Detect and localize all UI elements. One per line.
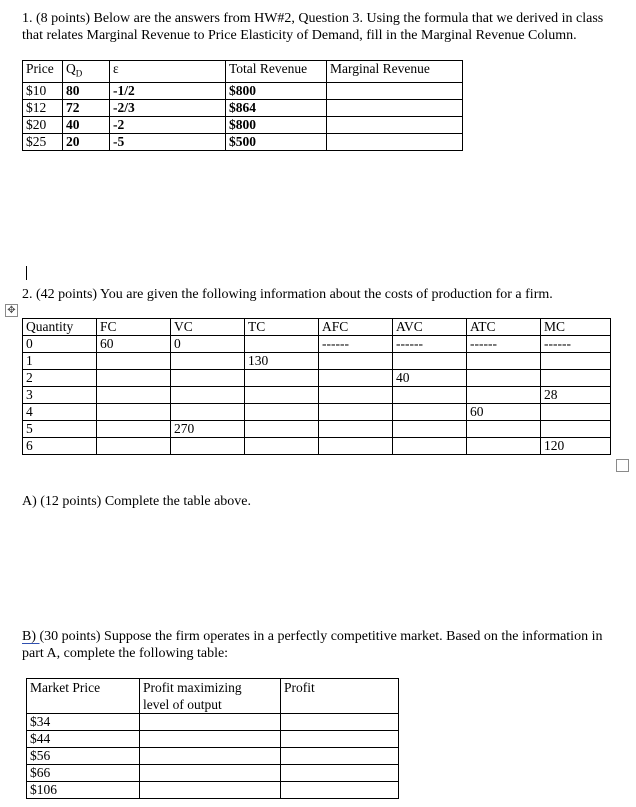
q2-cell[interactable] [245,336,319,353]
q2-cell[interactable] [319,387,393,404]
q1-cell: 40 [63,116,110,133]
q1-line1-text: 1. (8 points) Below are the answers from HW#2, Question 3. Using the formula that we derived in class [22,11,604,26]
q2-cell[interactable] [319,438,393,455]
table-row [23,99,463,116]
q2-profit-cell: $106 [27,782,140,799]
q2-cell[interactable] [541,421,611,438]
q2-cell[interactable] [319,404,393,421]
table-row [27,782,399,799]
q2-cell[interactable] [97,438,171,455]
q2-cell[interactable] [171,370,245,387]
q2-cell[interactable]: 60 [97,336,171,353]
q2-profit-cell[interactable] [140,782,281,799]
q2-cell: 3 [23,387,97,404]
q2-cell: 5 [23,421,97,438]
q1-header-marginal-revenue: Marginal Revenue [327,61,463,83]
q2-cell[interactable]: 28 [541,387,611,404]
q1-cell: $864 [226,99,327,116]
q2-profit-header-profit: Profit [281,679,399,714]
q2-cell[interactable]: 60 [467,404,541,421]
q2-profit-cell[interactable] [140,731,281,748]
q2-cell[interactable] [541,404,611,421]
q2-header-afc: AFC [319,319,393,336]
q2-header-quantity: Quantity [23,319,97,336]
q2-cost-table [22,318,611,455]
q2-part-b-line1 [22,628,602,645]
q2-profit-cell[interactable] [140,714,281,731]
q2-cell[interactable] [467,370,541,387]
table-row [23,404,611,421]
table-row [27,765,399,782]
q2-cell[interactable] [245,438,319,455]
q2-cell[interactable] [393,387,467,404]
table-row [23,336,611,353]
q2-part-b-line2: part A, complete the following table: [22,646,229,661]
q1-cell: -2/3 [110,99,226,116]
table-row [23,370,611,387]
q1-cell: $12 [23,99,63,116]
q1-cell: -2 [110,116,226,133]
q2-part-b-label: B) [22,629,40,644]
q2-profit-header-output [140,679,281,714]
q2-header-avc: AVC [393,319,467,336]
q2-cell: 1 [23,353,97,370]
q2-cell[interactable]: 270 [171,421,245,438]
q2-cell[interactable] [245,421,319,438]
q2-cell[interactable] [393,438,467,455]
q2-profit-cell[interactable] [281,748,399,765]
q1-mr-cell[interactable] [327,133,463,150]
table-row [27,714,399,731]
q2-cell: ------ [393,336,467,353]
q1-header-q: Q [66,61,76,76]
q2-cell[interactable]: 120 [541,438,611,455]
q1-header-qd [63,61,110,83]
q2-cell: ------ [319,336,393,353]
q2-cell[interactable] [245,387,319,404]
q2-header-tc: TC [245,319,319,336]
q2-profit-cell[interactable] [140,765,281,782]
q1-cell: $800 [226,82,327,99]
q2-cell[interactable] [245,370,319,387]
q2-profit-cell: $34 [27,714,140,731]
q1-table [22,60,463,151]
q1-cell: $20 [23,116,63,133]
q1-header-elasticity: ε [110,61,226,83]
q2-cell[interactable] [97,387,171,404]
q1-mr-cell[interactable] [327,116,463,133]
q2-cell[interactable] [171,353,245,370]
q2-cell[interactable]: 0 [171,336,245,353]
q2-cell: 6 [23,438,97,455]
q1-header-total-revenue: Total Revenue [226,61,327,83]
q1-cell: $25 [23,133,63,150]
q2-cell: 0 [23,336,97,353]
q2-header-vc: VC [171,319,245,336]
q2-cell[interactable] [467,438,541,455]
q1-line1 [22,10,603,27]
q2-cell: ------ [541,336,611,353]
q2-profit-header-output-l2: level of output [143,697,222,712]
q1-cell: -1/2 [110,82,226,99]
q2-part-b-text: (30 points) Suppose the firm operates in a perfectly competitive market. Based on the information in [39,629,603,644]
q2-cell[interactable] [541,370,611,387]
table-row [27,731,399,748]
q2-cell[interactable] [171,438,245,455]
q1-header-d: D [75,68,83,79]
q2-profit-header-output-l1: Profit maximizing [143,680,242,695]
table-row [23,116,463,133]
q2-profit-cell: $44 [27,731,140,748]
table-move-handle-icon[interactable]: ✥ [5,304,18,317]
q2-profit-cell[interactable] [281,714,399,731]
table-row [23,82,463,99]
q2-profit-cell[interactable] [281,782,399,799]
q2-cell[interactable] [393,421,467,438]
text-cursor [26,266,27,280]
q2-profit-cell[interactable] [281,731,399,748]
q2-cell[interactable] [319,370,393,387]
q2-profit-cell: $56 [27,748,140,765]
q2-profit-header-market-price: Market Price [27,679,140,714]
q1-cell: 80 [63,82,110,99]
q2-cell[interactable] [393,404,467,421]
q2-profit-table [26,678,399,799]
q2-cell: ------ [467,336,541,353]
q2-line1: 2. (42 points) You are given the following information about the costs of production for a firm. [22,287,553,302]
q1-cell: $10 [23,82,63,99]
q1-mr-cell[interactable] [327,99,463,116]
q2-header-fc: FC [97,319,171,336]
table-row [23,387,611,404]
q2-cell[interactable] [319,421,393,438]
q2-cell[interactable] [97,353,171,370]
q1-cell: 72 [63,99,110,116]
q2-cell[interactable] [97,421,171,438]
q2-header-atc: ATC [467,319,541,336]
q2-cell[interactable] [467,421,541,438]
q2-cell[interactable] [467,387,541,404]
q2-cell[interactable] [245,404,319,421]
q1-table-header-row [23,61,463,83]
table-row [23,438,611,455]
table-row [27,748,399,765]
q2-cell[interactable] [541,353,611,370]
q1-cell: 20 [63,133,110,150]
table-row [23,421,611,438]
q1-cell: $500 [226,133,327,150]
q2-profit-cell: $66 [27,765,140,782]
q2-cell[interactable]: 130 [245,353,319,370]
q2-cell[interactable] [171,387,245,404]
q1-header-price: Price [23,61,63,83]
q2-cell[interactable] [467,353,541,370]
q2-cell[interactable] [171,404,245,421]
q2-part-a: A) (12 points) Complete the table above. [22,494,251,509]
q2-header-mc: MC [541,319,611,336]
q2-cell[interactable] [393,353,467,370]
q2-cell[interactable] [97,404,171,421]
q2-profit-cell[interactable] [140,748,281,765]
q1-mr-cell[interactable] [327,82,463,99]
table-row [23,133,463,150]
q1-line2: that relates Marginal Revenue to Price Elasticity of Demand, fill in the Marginal Revenue Column. [22,28,577,43]
q1-cell: -5 [110,133,226,150]
q2-cell[interactable] [319,353,393,370]
q2-cell[interactable] [97,370,171,387]
table-row [23,353,611,370]
q2-profit-header-row [27,679,399,714]
q2-cell[interactable]: 40 [393,370,467,387]
q2-cell: 4 [23,404,97,421]
q2-cell: 2 [23,370,97,387]
q2-table-header-row [23,319,611,336]
q2-profit-cell[interactable] [281,765,399,782]
q1-cell: $800 [226,116,327,133]
table-resize-handle[interactable] [616,459,629,472]
